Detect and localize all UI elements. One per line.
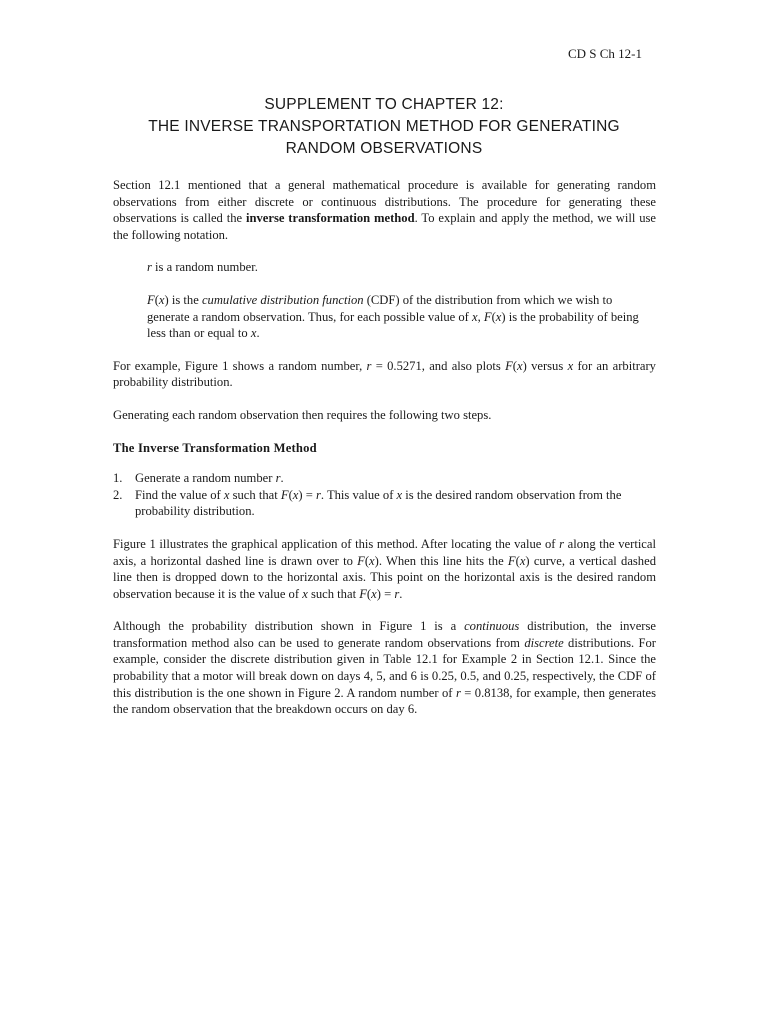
intro-paragraph: Section 12.1 mentioned that a general mathematical procedure is available for generating random observations from either discrete or continuous distributions. The procedure for generating these observations is called the inverse transformation method. To explain and apply the method, we will use the following notation. [113, 178, 656, 242]
section-heading: The Inverse Transformation Method [113, 440, 317, 455]
discrete-paragraph: Although the probability distribution shown in Figure 1 is a continuous distribution, the inverse transformation method also can be used to generate random observations from discrete distributions. For example, consider the discrete distribution given in Table 12.1 for Example 2 in Section 12.1. Since the probability that a motor will break down on days 4, 5, and 6 is 0.25, 0.5, and 0.25, respectively, the CDF of this distribution is the one shown in Figure 2. A random number of r = 0.8138, for example, then generates the random observation that the breakdown occurs on day 6. [113, 619, 657, 717]
steps-intro: Generating each random observation then requires the following two steps. [113, 407, 492, 422]
notation-r: r is a random number. [147, 260, 258, 275]
title-line-3: RANDOM OBSERVATIONS [285, 140, 483, 157]
document-body [113, 177, 656, 734]
list-item: 2. Find the value of x such that F(x) = r. This value of x is the desired random observation from the probability distribution. [113, 487, 622, 519]
page-identifier: CD S Ch 12-1 [567, 46, 642, 61]
notation-fx: F(x) is the cumulative distribution function (CDF) of the distribution from which we wish to generate a random observation. Thus, for each possible value of x, F(x) is the probability of being less than or equal to x. [147, 292, 639, 341]
title-line-1: SUPPLEMENT TO CHAPTER 12: [264, 96, 504, 113]
list-item: 1. Generate a random number r. [113, 471, 284, 486]
steps-list [113, 470, 656, 520]
term-bold: inverse transformation method [245, 211, 415, 226]
figure-paragraph: Figure 1 illustrates the graphical application of this method. After locating the value of r along the vertical axis, a horizontal dashed line is drawn over to F(x). When this line hits the F(x) curve, a vertical dashed line then is dropped down to the horizontal axis. This point on the horizontal axis is the desired random observation because it is the value of x such that F(x) = r. [113, 536, 656, 601]
example-paragraph: For example, Figure 1 shows a random number, r = 0.5271, and also plots F(x) versus x for an arbitrary probability distribution. [113, 358, 656, 390]
document-title [0, 94, 768, 160]
title-line-2: THE INVERSE TRANSPORTATION METHOD FOR GENERATING [148, 118, 620, 135]
